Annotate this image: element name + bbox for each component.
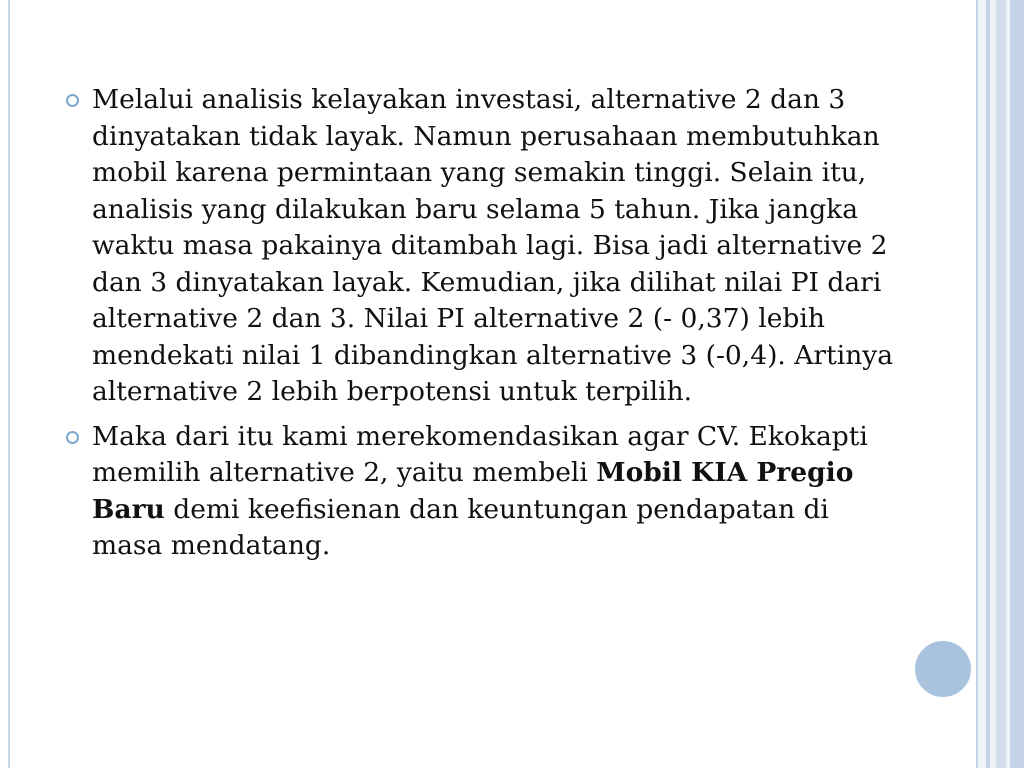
bullet-item	[66, 82, 896, 411]
left-border-line	[8, 0, 10, 768]
ring-bullet-icon	[66, 431, 79, 444]
right-decorative-stripes	[976, 0, 1024, 768]
bullet-text-before: Maka dari itu kami merekomendasikan agar CV. Ekokapti memilih alternative 2, yaitu membeli	[92, 420, 868, 488]
ring-bullet-icon	[66, 94, 79, 107]
bullet-text-after: demi keefisienan dan keuntungan pendapatan di masa mendatang.	[92, 493, 829, 561]
bullet-list	[66, 82, 896, 573]
bullet-item	[66, 419, 896, 565]
bullet-text-bold: Mobil KIA Pregio Baru	[92, 457, 854, 525]
bullet-text: Melalui analisis kelayakan investasi, alternative 2 dan 3 dinyatakan tidak layak. Namun perusahaan membutuhkan mobil karena permintaan yang semakin tinggi. Selain itu, analisis yang dilakukan baru selama 5 tahun. Jika jangka waktu masa pakainya ditambah lagi. Bisa jadi alternative 2 dan 3 dinyatakan layak. Kemudian, jika dilihat nilai PI dari alternative 2 dan 3. Nilai PI alternative 2 (- 0,37) lebih mendekati nilai 1 dibandingkan alternative 3 (-0,4). Artinya alternative 2 lebih berpotensi untuk terpilih.	[92, 84, 894, 407]
decorative-circle	[912, 638, 974, 700]
